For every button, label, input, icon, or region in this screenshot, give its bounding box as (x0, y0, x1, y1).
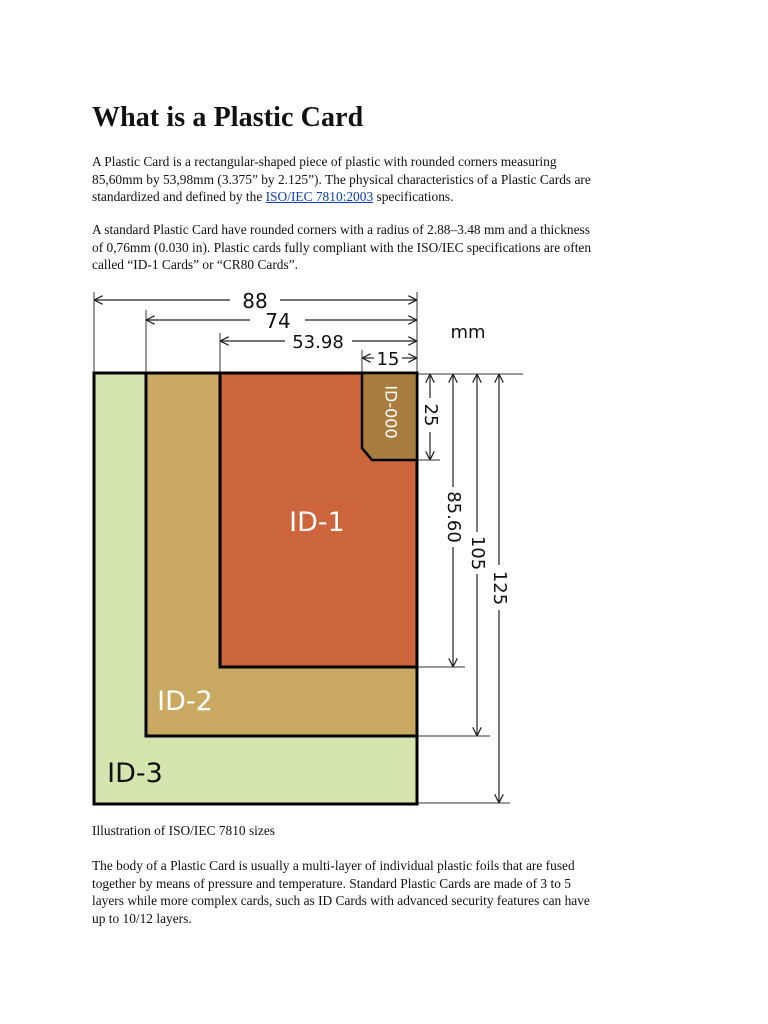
text-line: The body of a Plastic Card is usually a multi-layer of individual plastic foils that are fused (92, 858, 575, 873)
text-line: A standard Plastic Card have rounded corners with a radius of 2.88–3.48 mm and a thickness (92, 222, 590, 237)
figure-caption: Illustration of ISO/IEC 7810 sizes (92, 823, 275, 838)
unit-label-mm: mm (450, 322, 486, 343)
text-line: called “ID-1 Cards” or “CR80 Cards”. (92, 257, 298, 272)
text-line: of 0,76mm (0.030 in). Plastic cards fully compliant with the ISO/IEC specifications are often (92, 239, 592, 255)
vertical-dimensions (430, 375, 499, 802)
id-000-label: ID-000 (381, 385, 401, 439)
iso-7810-size-diagram (90, 287, 530, 817)
paragraph-layers (92, 857, 682, 927)
text-line: 85,60mm by 53,98mm (3.375” by 2.125”). The physical characteristics of a Plastic Cards are (92, 171, 591, 187)
dimension-label-125: 125 (489, 570, 510, 606)
id-1-label: ID-1 (289, 507, 345, 538)
text-line: up to 10/12 layers. (92, 910, 192, 926)
dimension-label-74: 74 (265, 309, 291, 333)
iso-7810-link[interactable]: ISO/IEC 7810:2003 (265, 189, 374, 204)
dimension-label-25: 25 (420, 403, 441, 427)
dimension-label-105: 105 (467, 535, 488, 571)
paragraph-intro (92, 153, 682, 206)
text-line: A Plastic Card is a rectangular-shaped piece of plastic with rounded corners measuring (92, 154, 557, 169)
page-title: What is a Plastic Card (92, 102, 364, 133)
text-line (92, 188, 682, 206)
id-2-label: ID-2 (157, 686, 213, 717)
text-line: together by means of pressure and temperature. Standard Plastic Cards are made of 3 to 5 (92, 875, 571, 891)
size-diagram-svg (90, 287, 530, 812)
id-3-label: ID-3 (107, 758, 163, 789)
dimension-label-85-60: 85.60 (443, 491, 464, 543)
text-line: layers while more complex cards, such as ID Cards with advanced security features can have (92, 893, 590, 908)
text-segment: specifications. (373, 189, 454, 204)
text-segment: standardized and defined by the (92, 189, 266, 204)
dimension-label-88: 88 (242, 289, 268, 313)
dimension-label-53-98: 53.98 (292, 332, 344, 353)
dimension-label-15: 15 (376, 349, 400, 370)
paragraph-corners (92, 221, 682, 274)
